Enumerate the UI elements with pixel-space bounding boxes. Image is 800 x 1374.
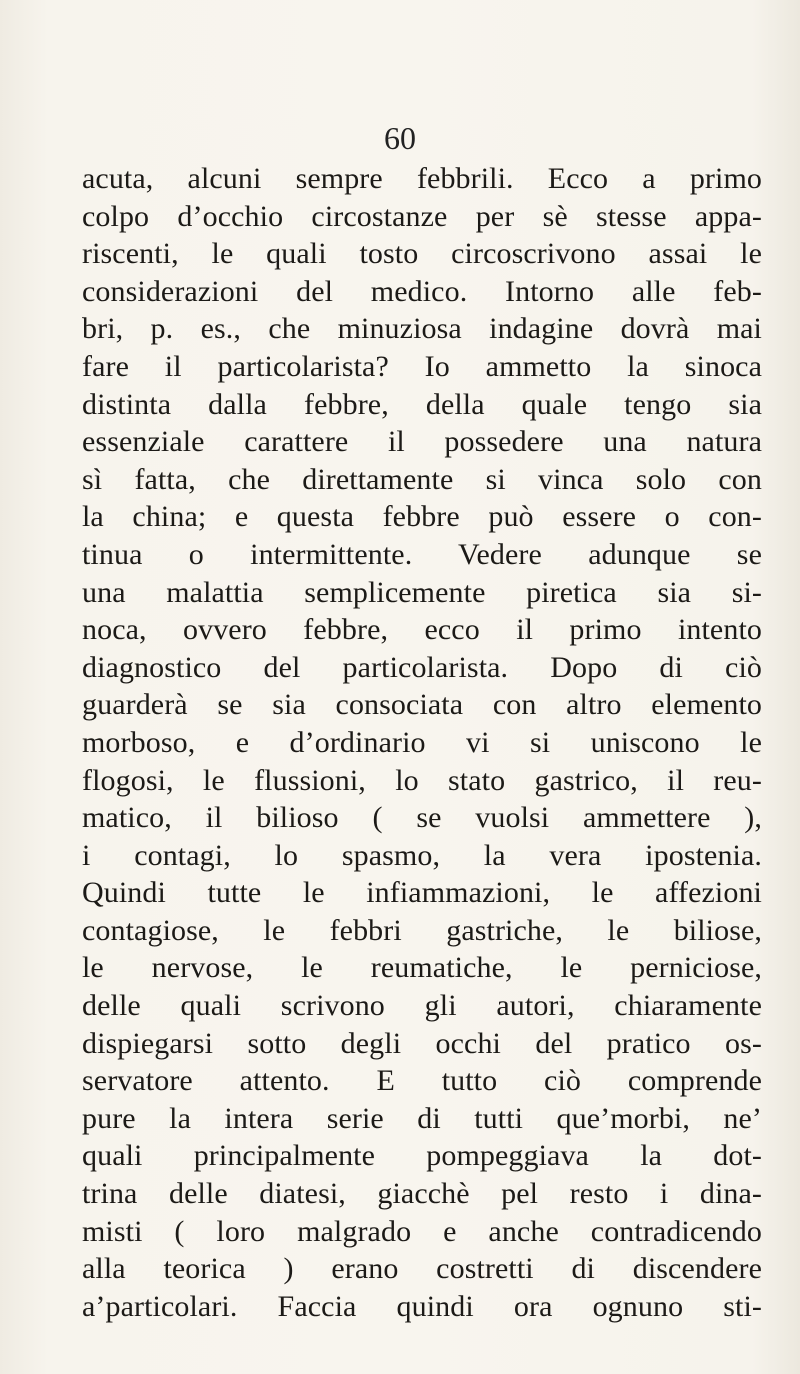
text-line: distinta dalla febbre, della quale tengo sia [82,387,762,421]
text-line: trina delle diatesi, giacchè pel resto i dina- [82,1177,762,1211]
body-text [82,160,762,1325]
text-line: flogosi, le flussioni, lo stato gastrico, il reu- [82,763,762,797]
text-line: delle quali scrivono gli autori, chiaramente [82,989,762,1023]
text-line: sì fatta, che direttamente si vinca solo con [82,462,762,496]
text-line: una malattia semplicemente piretica sia si- [82,575,762,609]
text-line: essenziale carattere il possedere una natura [82,425,762,459]
text-line: alla teorica ) erano costretti di discendere [82,1252,762,1286]
text-line: dispiegarsi sotto degli occhi del pratico os- [82,1026,762,1060]
text-line: riscenti, le quali tosto circoscrivono assai le [82,237,762,271]
text-line: guarderà se sia consociata con altro elemento [82,688,762,722]
page-number: 60 [384,120,416,156]
text-line: fare il particolarista? Io ammetto la sinoca [82,349,762,383]
text-line: considerazioni del medico. Intorno alle feb- [82,274,762,308]
text-line: pure la intera serie di tutti que’morbi, ne’ [82,1101,762,1135]
text-line: acuta, alcuni sempre febbrili. Ecco a primo [82,162,762,195]
text-line: bri, p. es., che minuziosa indagine dovrà mai [82,312,762,346]
text-line: la china; e questa febbre può essere o con- [82,500,762,534]
text-line: Quindi tutte le infiammazioni, le affezioni [82,876,762,910]
text-line: contagiose, le febbri gastriche, le biliose, [82,913,762,947]
text-line: a’particolari. Faccia quindi ora ognuno sti- [82,1289,762,1323]
text-line: diagnostico del particolarista. Dopo di ciò [82,650,762,684]
text-line: i contagi, lo spasmo, la vera ipostenia. [82,838,762,872]
text-line: noca, ovvero febbre, ecco il primo intento [82,613,762,647]
text-line: tinua o intermittente. Vedere adunque se [82,537,762,571]
text-line: quali principalmente pompeggiava la dot- [82,1139,762,1173]
text-line: morboso, e d’ordinario vi si uniscono le [82,725,762,759]
text-line: matico, il bilioso ( se vuolsi ammettere ), [82,801,762,835]
text-line: colpo d’occhio circostanze per sè stesse appa- [82,199,762,233]
text-line: misti ( loro malgrado e anche contradicendo [82,1214,762,1248]
text-line: le nervose, le reumatiche, le perniciose, [82,951,762,985]
text-line: servatore attento. E tutto ciò comprende [82,1064,762,1098]
